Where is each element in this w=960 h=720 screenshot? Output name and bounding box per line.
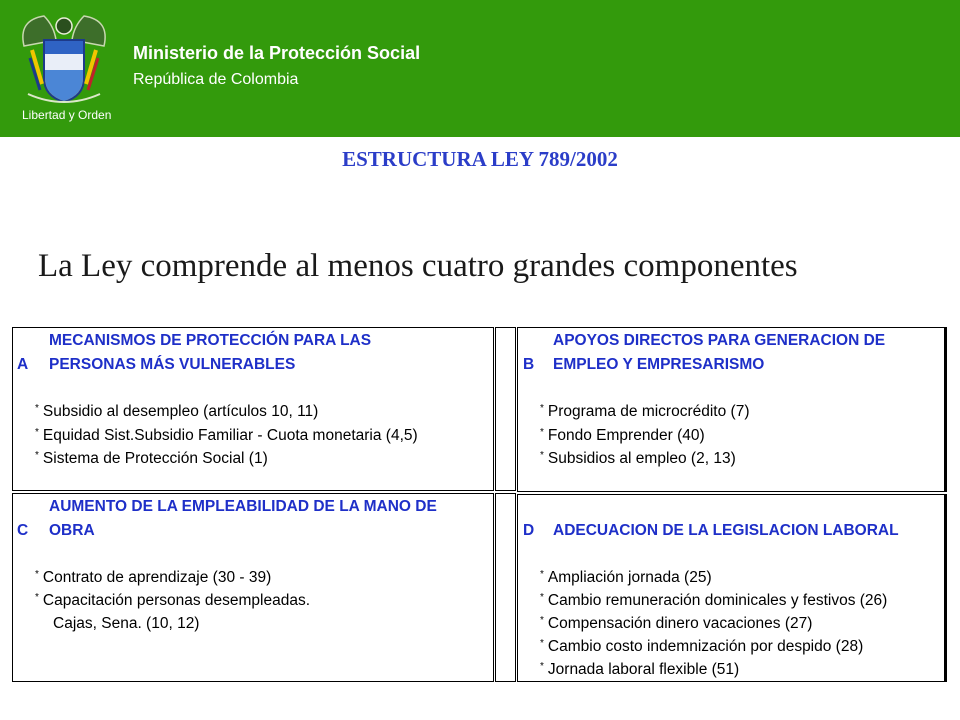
component-a-item: * Sistema de Protección Social (1) [35,450,268,467]
gutter-top [495,327,516,491]
component-b-heading-line1: APOYOS DIRECTOS PARA GENERACION DE [553,332,886,349]
bullet-star: * [35,592,39,603]
motto-label: Libertad y Orden [22,108,112,122]
component-c-item: * Capacitación personas desempleadas. [35,592,311,609]
component-c-item-continuation: Cajas, Sena. (10, 12) [53,615,200,632]
component-d-heading: ADECUACION DE LA LEGISLACION LABORAL [553,522,899,539]
bullet-star: * [540,569,544,580]
component-a-heading-line2: PERSONAS MÁS VULNERABLES [49,356,296,373]
component-c-heading-line2: OBRA [49,522,95,539]
component-d-item: * Ampliación jornada (25) [540,569,712,586]
component-a-item: * Subsidio al desempleo (artículos 10, 11) [35,403,319,420]
component-b-heading-line2: EMPLEO Y EMPRESARISMO [553,356,765,373]
component-d-item: * Cambio remuneración dominicales y festivos (26) [540,592,888,609]
page-title: ESTRUCTURA LEY 789/2002 [342,147,618,171]
gutter-bottom [495,493,516,682]
component-b-item: * Fondo Emprender (40) [540,427,705,444]
component-d-item: * Compensación dinero vacaciones (27) [540,615,813,632]
bullet-star: * [540,427,544,438]
component-b-letter: B [523,356,535,373]
bullet-star: * [540,450,544,461]
component-c-heading-line1: AUMENTO DE LA EMPLEABILIDAD DE LA MANO DE [49,498,437,515]
component-d-item: * Cambio costo indemnización por despido (28) [540,638,864,655]
ministry-name: Ministerio de la Protección Social [133,43,421,63]
component-d-letter: D [523,522,535,539]
component-d-item: * Jornada laboral flexible (51) [540,661,740,678]
component-a-item: * Equidad Sist.Subsidio Familiar - Cuota monetaria (4,5) [35,427,418,444]
bullet-star: * [35,403,39,414]
component-b-item: * Subsidios al empleo (2, 13) [540,450,736,467]
header-banner [0,0,960,137]
bullet-star: * [540,592,544,603]
republic-name: República de Colombia [133,71,299,88]
component-a-heading-line1: MECANISMOS DE PROTECCIÓN PARA LAS [49,332,372,349]
bullet-star: * [35,569,39,580]
component-c-letter: C [17,522,29,539]
page-subtitle: La Ley comprende al menos cuatro grandes componentes [38,248,798,284]
bullet-star: * [35,427,39,438]
bullet-star: * [35,450,39,461]
component-a-letter: A [17,356,29,373]
component-c-item: * Contrato de aprendizaje (30 - 39) [35,569,272,586]
bullet-star: * [540,403,544,414]
bullet-star: * [540,661,544,672]
bullet-star: * [540,615,544,626]
bullet-star: * [540,638,544,649]
component-b-item: * Programa de microcrédito (7) [540,403,750,420]
